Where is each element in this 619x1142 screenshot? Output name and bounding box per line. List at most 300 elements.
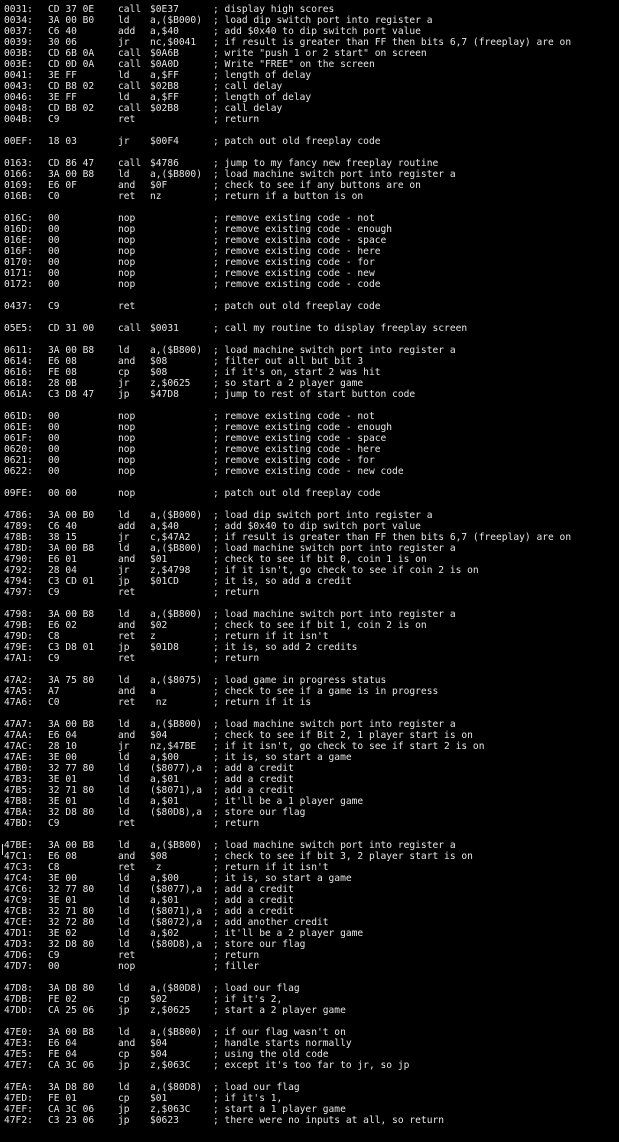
line-address: 47EF: bbox=[4, 1104, 33, 1115]
line-opcode: add bbox=[118, 521, 136, 532]
line-opcode: ld bbox=[118, 906, 130, 917]
code-line bbox=[0, 862, 619, 873]
line-opcode: ld bbox=[118, 796, 130, 807]
line-operand: nc,$0041 bbox=[150, 37, 197, 48]
line-bytes: 00 bbox=[48, 466, 60, 477]
line-address: 47B3: bbox=[4, 774, 33, 785]
line-opcode: ret bbox=[118, 950, 136, 961]
code-line bbox=[0, 939, 619, 950]
line-address: 0039: bbox=[4, 37, 33, 48]
line-operand: a,($B800) bbox=[150, 609, 202, 620]
line-operand: $0623 bbox=[150, 1115, 179, 1126]
line-operand: $08 bbox=[150, 356, 168, 367]
line-address: 0611: bbox=[4, 345, 33, 356]
blank-line bbox=[0, 1071, 619, 1082]
line-comment: ; remove existing code - new bbox=[213, 268, 375, 279]
line-opcode: and bbox=[118, 1038, 136, 1049]
code-line bbox=[0, 686, 619, 697]
line-bytes: 00 bbox=[48, 235, 60, 246]
line-opcode: jp bbox=[118, 576, 130, 587]
line-address: 4789: bbox=[4, 521, 33, 532]
line-bytes: 28 0B bbox=[48, 378, 77, 389]
line-opcode: ld bbox=[118, 609, 130, 620]
line-bytes: 00 bbox=[48, 411, 60, 422]
line-operand: a,($B000) bbox=[150, 15, 202, 26]
line-address: 479B: bbox=[4, 620, 33, 631]
line-operand: a,$02 bbox=[150, 928, 179, 939]
code-line bbox=[0, 15, 619, 26]
line-comment: ; load machine switch port into register a bbox=[213, 345, 456, 356]
line-operand: $0031 bbox=[150, 323, 179, 334]
line-comment: ; return bbox=[213, 653, 260, 664]
line-operand: $0A0D bbox=[150, 59, 179, 70]
line-comment: ; check to see if bit 1, coin 2 is on bbox=[213, 620, 427, 631]
line-bytes: 3E FF bbox=[48, 92, 77, 103]
line-address: 47B8: bbox=[4, 796, 33, 807]
line-comment: ; remove existing code - for bbox=[213, 257, 375, 268]
line-bytes: 18 03 bbox=[48, 136, 77, 147]
line-address: 47ED: bbox=[4, 1093, 33, 1104]
line-operand: a,($B800) bbox=[150, 1027, 202, 1038]
blank-line bbox=[0, 312, 619, 323]
line-comment: ; Write "FREE" on the screen bbox=[213, 59, 375, 70]
line-bytes: A7 bbox=[48, 686, 60, 697]
line-operand: $00F4 bbox=[150, 136, 179, 147]
line-comment: ; if result is greater than FF then bits 6,7 (freeplay) are on bbox=[213, 37, 572, 48]
line-comment: ; jump to my fancy new freeplay routine bbox=[213, 158, 439, 169]
line-opcode: ld bbox=[118, 169, 130, 180]
line-address: 47D1: bbox=[4, 928, 33, 939]
line-bytes: 30 06 bbox=[48, 37, 77, 48]
line-address: 47CE: bbox=[4, 917, 33, 928]
line-comment: ; patch out old freeplay code bbox=[213, 301, 381, 312]
line-opcode: ld bbox=[118, 543, 130, 554]
line-bytes: 00 bbox=[48, 257, 60, 268]
code-line bbox=[0, 378, 619, 389]
line-bytes: 3E 01 bbox=[48, 895, 77, 906]
line-bytes: CD B8 02 bbox=[48, 81, 95, 92]
line-operand: a,$01 bbox=[150, 796, 179, 807]
line-address: 0163: bbox=[4, 158, 33, 169]
line-address: 016D: bbox=[4, 224, 33, 235]
line-opcode: ld bbox=[118, 92, 130, 103]
line-address: 478D: bbox=[4, 543, 33, 554]
line-address: 0041: bbox=[4, 70, 33, 81]
code-line bbox=[0, 719, 619, 730]
line-operand: z,$063C bbox=[150, 1060, 191, 1071]
line-comment: ; load machine switch port into register a bbox=[213, 169, 456, 180]
line-operand: $02B8 bbox=[150, 81, 179, 92]
line-address: 47EA: bbox=[4, 1082, 33, 1093]
line-address: 4794: bbox=[4, 576, 33, 587]
line-address: 0031: bbox=[4, 4, 33, 15]
code-line bbox=[0, 521, 619, 532]
line-opcode: ret bbox=[118, 587, 136, 598]
line-address: 061F: bbox=[4, 433, 33, 444]
code-line bbox=[0, 1038, 619, 1049]
code-line bbox=[0, 235, 619, 246]
line-comment: ; remove existing code - not bbox=[213, 213, 375, 224]
line-address: 47D3: bbox=[4, 939, 33, 950]
line-bytes: 3A D8 80 bbox=[48, 983, 95, 994]
line-bytes: CD B8 02 bbox=[48, 103, 95, 114]
line-bytes: 00 bbox=[48, 268, 60, 279]
line-opcode: ld bbox=[118, 785, 130, 796]
code-line bbox=[0, 455, 619, 466]
line-bytes: 00 bbox=[48, 224, 60, 235]
line-bytes: CA 3C 06 bbox=[48, 1104, 95, 1115]
line-comment: ; patch out old freeplay code bbox=[213, 488, 381, 499]
line-bytes: C9 bbox=[48, 301, 60, 312]
line-operand: a,($B800) bbox=[150, 719, 202, 730]
line-address: 4792: bbox=[4, 565, 33, 576]
line-opcode: jp bbox=[118, 642, 130, 653]
line-opcode: nop bbox=[118, 961, 136, 972]
line-opcode: ret bbox=[118, 697, 136, 708]
line-bytes: E6 02 bbox=[48, 620, 77, 631]
line-bytes: 00 bbox=[48, 433, 60, 444]
line-bytes: C9 bbox=[48, 587, 60, 598]
line-opcode: jp bbox=[118, 389, 130, 400]
line-opcode: jr bbox=[118, 136, 130, 147]
code-line bbox=[0, 928, 619, 939]
line-opcode: ret bbox=[118, 114, 136, 125]
line-address: 479E: bbox=[4, 642, 33, 653]
line-comment: ; load dip switch port into register a bbox=[213, 15, 433, 26]
code-line bbox=[0, 301, 619, 312]
line-address: 09FE: bbox=[4, 488, 33, 499]
line-operand: a,$00 bbox=[150, 873, 179, 884]
line-address: 47DD: bbox=[4, 1005, 33, 1016]
line-comment: ; load machine switch port into register a bbox=[213, 719, 456, 730]
line-operand: ($8071),a bbox=[150, 906, 202, 917]
line-operand: a,($8075) bbox=[150, 675, 202, 686]
line-operand: $01 bbox=[150, 1093, 168, 1104]
line-opcode: ret bbox=[118, 653, 136, 664]
line-opcode: ret bbox=[118, 862, 136, 873]
line-bytes: 38 15 bbox=[48, 532, 77, 543]
line-comment: ; add a credit bbox=[213, 774, 294, 785]
line-opcode: and bbox=[118, 851, 136, 862]
code-line bbox=[0, 37, 619, 48]
line-address: 016B: bbox=[4, 191, 33, 202]
line-operand: $08 bbox=[150, 367, 168, 378]
line-bytes: 32 77 80 bbox=[48, 884, 95, 895]
code-line bbox=[0, 884, 619, 895]
code-line bbox=[0, 180, 619, 191]
line-address: 0034: bbox=[4, 15, 33, 26]
line-opcode: nop bbox=[118, 213, 136, 224]
line-opcode: ld bbox=[118, 752, 130, 763]
line-bytes: 00 bbox=[48, 246, 60, 257]
code-line bbox=[0, 433, 619, 444]
line-bytes: 32 D8 80 bbox=[48, 807, 95, 818]
code-line bbox=[0, 466, 619, 477]
line-address: 47AE: bbox=[4, 752, 33, 763]
line-comment: ; check to see if Bit 2, 1 player start is on bbox=[213, 730, 473, 741]
line-bytes: 3E 00 bbox=[48, 873, 77, 884]
line-opcode: nop bbox=[118, 279, 136, 290]
line-operand: a,($B800) bbox=[150, 169, 202, 180]
line-bytes: E6 0F bbox=[48, 180, 77, 191]
code-line bbox=[0, 1093, 619, 1104]
line-comment: ; add $0x40 to dip switch port value bbox=[213, 521, 421, 532]
line-opcode: ld bbox=[118, 719, 130, 730]
line-opcode: call bbox=[118, 59, 142, 70]
code-line bbox=[0, 191, 619, 202]
line-comment: ; add $0x40 to dip switch port value bbox=[213, 26, 421, 37]
line-address: 003E: bbox=[4, 59, 33, 70]
line-address: 47C4: bbox=[4, 873, 33, 884]
line-opcode: and bbox=[118, 180, 136, 191]
code-line bbox=[0, 840, 619, 851]
line-comment: ; filter out all but bit 3 bbox=[213, 356, 364, 367]
line-bytes: 3A 00 B8 bbox=[48, 840, 95, 851]
code-line bbox=[0, 818, 619, 829]
line-comment: ; return if it is bbox=[213, 697, 312, 708]
code-line bbox=[0, 752, 619, 763]
line-comment: ; check to see if bit 3, 2 player start is on bbox=[213, 851, 473, 862]
line-address: 0043: bbox=[4, 81, 33, 92]
line-opcode: ret bbox=[118, 818, 136, 829]
line-bytes: C0 bbox=[48, 191, 60, 202]
line-bytes: 3E 02 bbox=[48, 928, 77, 939]
line-opcode: jr bbox=[118, 565, 130, 576]
line-address: 0170: bbox=[4, 257, 33, 268]
blank-line bbox=[0, 664, 619, 675]
line-opcode: nop bbox=[118, 488, 136, 499]
line-comment: ; remove existing code - here bbox=[213, 444, 381, 455]
line-bytes: 3A 00 B8 bbox=[48, 543, 95, 554]
line-comment: ; load dip switch port into register a bbox=[213, 510, 433, 521]
line-operand: $0E37 bbox=[150, 4, 179, 15]
code-line bbox=[0, 994, 619, 1005]
line-comment: ; add another credit bbox=[213, 917, 329, 928]
line-operand: $02 bbox=[150, 994, 168, 1005]
line-bytes: CA 3C 06 bbox=[48, 1060, 95, 1071]
line-bytes: 3A 75 80 bbox=[48, 675, 95, 686]
line-bytes: 3A 00 B8 bbox=[48, 1027, 95, 1038]
line-bytes: 3A 00 B8 bbox=[48, 169, 95, 180]
line-opcode: call bbox=[118, 48, 142, 59]
blank-line bbox=[0, 290, 619, 301]
line-address: 47D7: bbox=[4, 961, 33, 972]
line-bytes: FE 01 bbox=[48, 1093, 77, 1104]
line-opcode: ld bbox=[118, 807, 130, 818]
code-line bbox=[0, 136, 619, 147]
line-opcode: ret bbox=[118, 191, 136, 202]
line-address: 0618: bbox=[4, 378, 33, 389]
line-bytes: FE 04 bbox=[48, 1049, 77, 1060]
code-line bbox=[0, 697, 619, 708]
line-operand: ($80D8),a bbox=[150, 939, 202, 950]
line-operand: $01D8 bbox=[150, 642, 179, 653]
line-operand: $47D8 bbox=[150, 389, 179, 400]
code-line bbox=[0, 268, 619, 279]
line-address: 47E3: bbox=[4, 1038, 33, 1049]
code-line bbox=[0, 48, 619, 59]
line-comment: ; if it's on, start 2 was hit bbox=[213, 367, 381, 378]
line-address: 47BE: bbox=[4, 840, 33, 851]
line-bytes: 3A 00 B8 bbox=[48, 345, 95, 356]
line-bytes: CD 31 00 bbox=[48, 323, 95, 334]
line-bytes: 32 72 80 bbox=[48, 917, 95, 928]
line-opcode: ld bbox=[118, 928, 130, 939]
code-line bbox=[0, 675, 619, 686]
line-address: 47B5: bbox=[4, 785, 33, 796]
line-comment: ; return if it isn't bbox=[213, 631, 329, 642]
line-opcode: ld bbox=[118, 345, 130, 356]
line-comment: ; check to see if a game is in progress bbox=[213, 686, 439, 697]
code-line bbox=[0, 114, 619, 125]
line-bytes: C8 bbox=[48, 631, 60, 642]
line-address: 016F: bbox=[4, 246, 33, 257]
line-comment: ; remove existing code - enough bbox=[213, 422, 393, 433]
line-comment: ; if it isn't, go check to see if coin 2 is on bbox=[213, 565, 479, 576]
line-bytes: 32 71 80 bbox=[48, 906, 95, 917]
line-address: 00EF: bbox=[4, 136, 33, 147]
blank-line bbox=[0, 147, 619, 158]
code-line bbox=[0, 444, 619, 455]
line-bytes: 3A 00 B0 bbox=[48, 510, 95, 521]
line-operand: $04 bbox=[150, 1038, 168, 1049]
code-line bbox=[0, 411, 619, 422]
line-comment: ; length of delay bbox=[213, 92, 312, 103]
line-opcode: ld bbox=[118, 983, 130, 994]
line-address: 004B: bbox=[4, 114, 33, 125]
code-line bbox=[0, 158, 619, 169]
line-address: 05E5: bbox=[4, 323, 33, 334]
line-operand: ($80D8),a bbox=[150, 807, 202, 818]
code-line bbox=[0, 532, 619, 543]
line-address: 016C: bbox=[4, 213, 33, 224]
line-operand: ($8077),a bbox=[150, 763, 202, 774]
line-comment: ; jump to rest of start button code bbox=[213, 389, 416, 400]
line-bytes: 00 bbox=[48, 961, 60, 972]
code-line bbox=[0, 873, 619, 884]
line-address: 47A6: bbox=[4, 697, 33, 708]
blank-line bbox=[0, 972, 619, 983]
line-comment: ; patch out old freeplay code bbox=[213, 136, 381, 147]
line-bytes: CD 6B 0A bbox=[48, 48, 95, 59]
line-comment: ; load our flag bbox=[213, 1082, 300, 1093]
line-bytes: 32 71 80 bbox=[48, 785, 95, 796]
line-operand: $0A6B bbox=[150, 48, 179, 59]
line-address: 0169: bbox=[4, 180, 33, 191]
line-opcode: cp bbox=[118, 1093, 130, 1104]
line-comment: ; there were no inputs at all, so return bbox=[213, 1115, 445, 1126]
code-line bbox=[0, 70, 619, 81]
line-comment: ; remove existing code - enough bbox=[213, 224, 393, 235]
line-bytes: C9 bbox=[48, 114, 60, 125]
line-bytes: CD 86 47 bbox=[48, 158, 95, 169]
line-comment: ; load machine switch port into register a bbox=[213, 609, 456, 620]
code-line bbox=[0, 730, 619, 741]
line-address: 061D: bbox=[4, 411, 33, 422]
line-operand: a,($B800) bbox=[150, 543, 202, 554]
line-bytes: C8 bbox=[48, 862, 60, 873]
line-address: 47D6: bbox=[4, 950, 33, 961]
line-address: 0614: bbox=[4, 356, 33, 367]
line-comment: ; return if it isn't bbox=[213, 862, 329, 873]
line-address: 47C3: bbox=[4, 862, 33, 873]
code-line bbox=[0, 1082, 619, 1093]
line-operand: c,$47A2 bbox=[150, 532, 191, 543]
line-comment: ; call my routine to display freeplay screen bbox=[213, 323, 468, 334]
line-comment: ; start a 2 player game bbox=[213, 1005, 346, 1016]
line-bytes: C3 23 06 bbox=[48, 1115, 95, 1126]
line-bytes: 00 bbox=[48, 279, 60, 290]
line-comment: ; if result is greater than FF then bits 6,7 (freeplay) are on bbox=[213, 532, 572, 543]
line-opcode: nop bbox=[118, 444, 136, 455]
line-opcode: nop bbox=[118, 422, 136, 433]
line-comment: ; store our flag bbox=[213, 939, 306, 950]
line-bytes: C0 bbox=[48, 697, 60, 708]
line-comment: ; call delay bbox=[213, 103, 283, 114]
line-comment: ; add a credit bbox=[213, 884, 294, 895]
code-line bbox=[0, 620, 619, 631]
code-line bbox=[0, 807, 619, 818]
line-opcode: call bbox=[118, 4, 142, 15]
line-opcode: jr bbox=[118, 532, 130, 543]
line-address: 0616: bbox=[4, 367, 33, 378]
code-line bbox=[0, 653, 619, 664]
line-operand: $01CD bbox=[150, 576, 179, 587]
line-address: 47F2: bbox=[4, 1115, 33, 1126]
code-line bbox=[0, 1060, 619, 1071]
line-comment: ; add a credit bbox=[213, 906, 294, 917]
line-bytes: CD 0D 0A bbox=[48, 59, 95, 70]
line-address: 47A5: bbox=[4, 686, 33, 697]
line-opcode: ld bbox=[118, 763, 130, 774]
line-bytes: CD 37 0E bbox=[48, 4, 95, 15]
line-comment: ; display high scores bbox=[213, 4, 335, 15]
line-bytes: C3 CD 01 bbox=[48, 576, 95, 587]
code-line bbox=[0, 4, 619, 15]
line-opcode: nop bbox=[118, 257, 136, 268]
line-opcode: nop bbox=[118, 224, 136, 235]
line-comment: ; add a credit bbox=[213, 895, 294, 906]
line-bytes: FE 08 bbox=[48, 367, 77, 378]
code-line bbox=[0, 554, 619, 565]
line-bytes: C9 bbox=[48, 818, 60, 829]
line-address: 47E0: bbox=[4, 1027, 33, 1038]
line-bytes: 3E FF bbox=[48, 70, 77, 81]
line-comment: ; remove existing code - not bbox=[213, 411, 375, 422]
code-line bbox=[0, 906, 619, 917]
line-address: 0620: bbox=[4, 444, 33, 455]
line-comment: ; return bbox=[213, 114, 260, 125]
code-line bbox=[0, 488, 619, 499]
line-address: 478B: bbox=[4, 532, 33, 543]
line-comment: ; except it's too far to jr, so jp bbox=[213, 1060, 410, 1071]
line-comment: ; it is, so start a game bbox=[213, 873, 352, 884]
line-operand: nz bbox=[150, 697, 168, 708]
line-opcode: call bbox=[118, 323, 142, 334]
line-operand: nz,$47BE bbox=[150, 741, 197, 752]
line-operand: $04 bbox=[150, 1049, 168, 1060]
line-address: 4797: bbox=[4, 587, 33, 598]
line-bytes: E6 01 bbox=[48, 554, 77, 565]
line-comment: ; remove existing code - space bbox=[213, 433, 387, 444]
line-bytes: 3A 00 B0 bbox=[48, 15, 95, 26]
line-address: 4790: bbox=[4, 554, 33, 565]
line-bytes: C9 bbox=[48, 653, 60, 664]
line-operand: z bbox=[150, 631, 156, 642]
line-bytes: C9 bbox=[48, 950, 60, 961]
line-bytes: 00 bbox=[48, 213, 60, 224]
line-opcode: cp bbox=[118, 1049, 130, 1060]
